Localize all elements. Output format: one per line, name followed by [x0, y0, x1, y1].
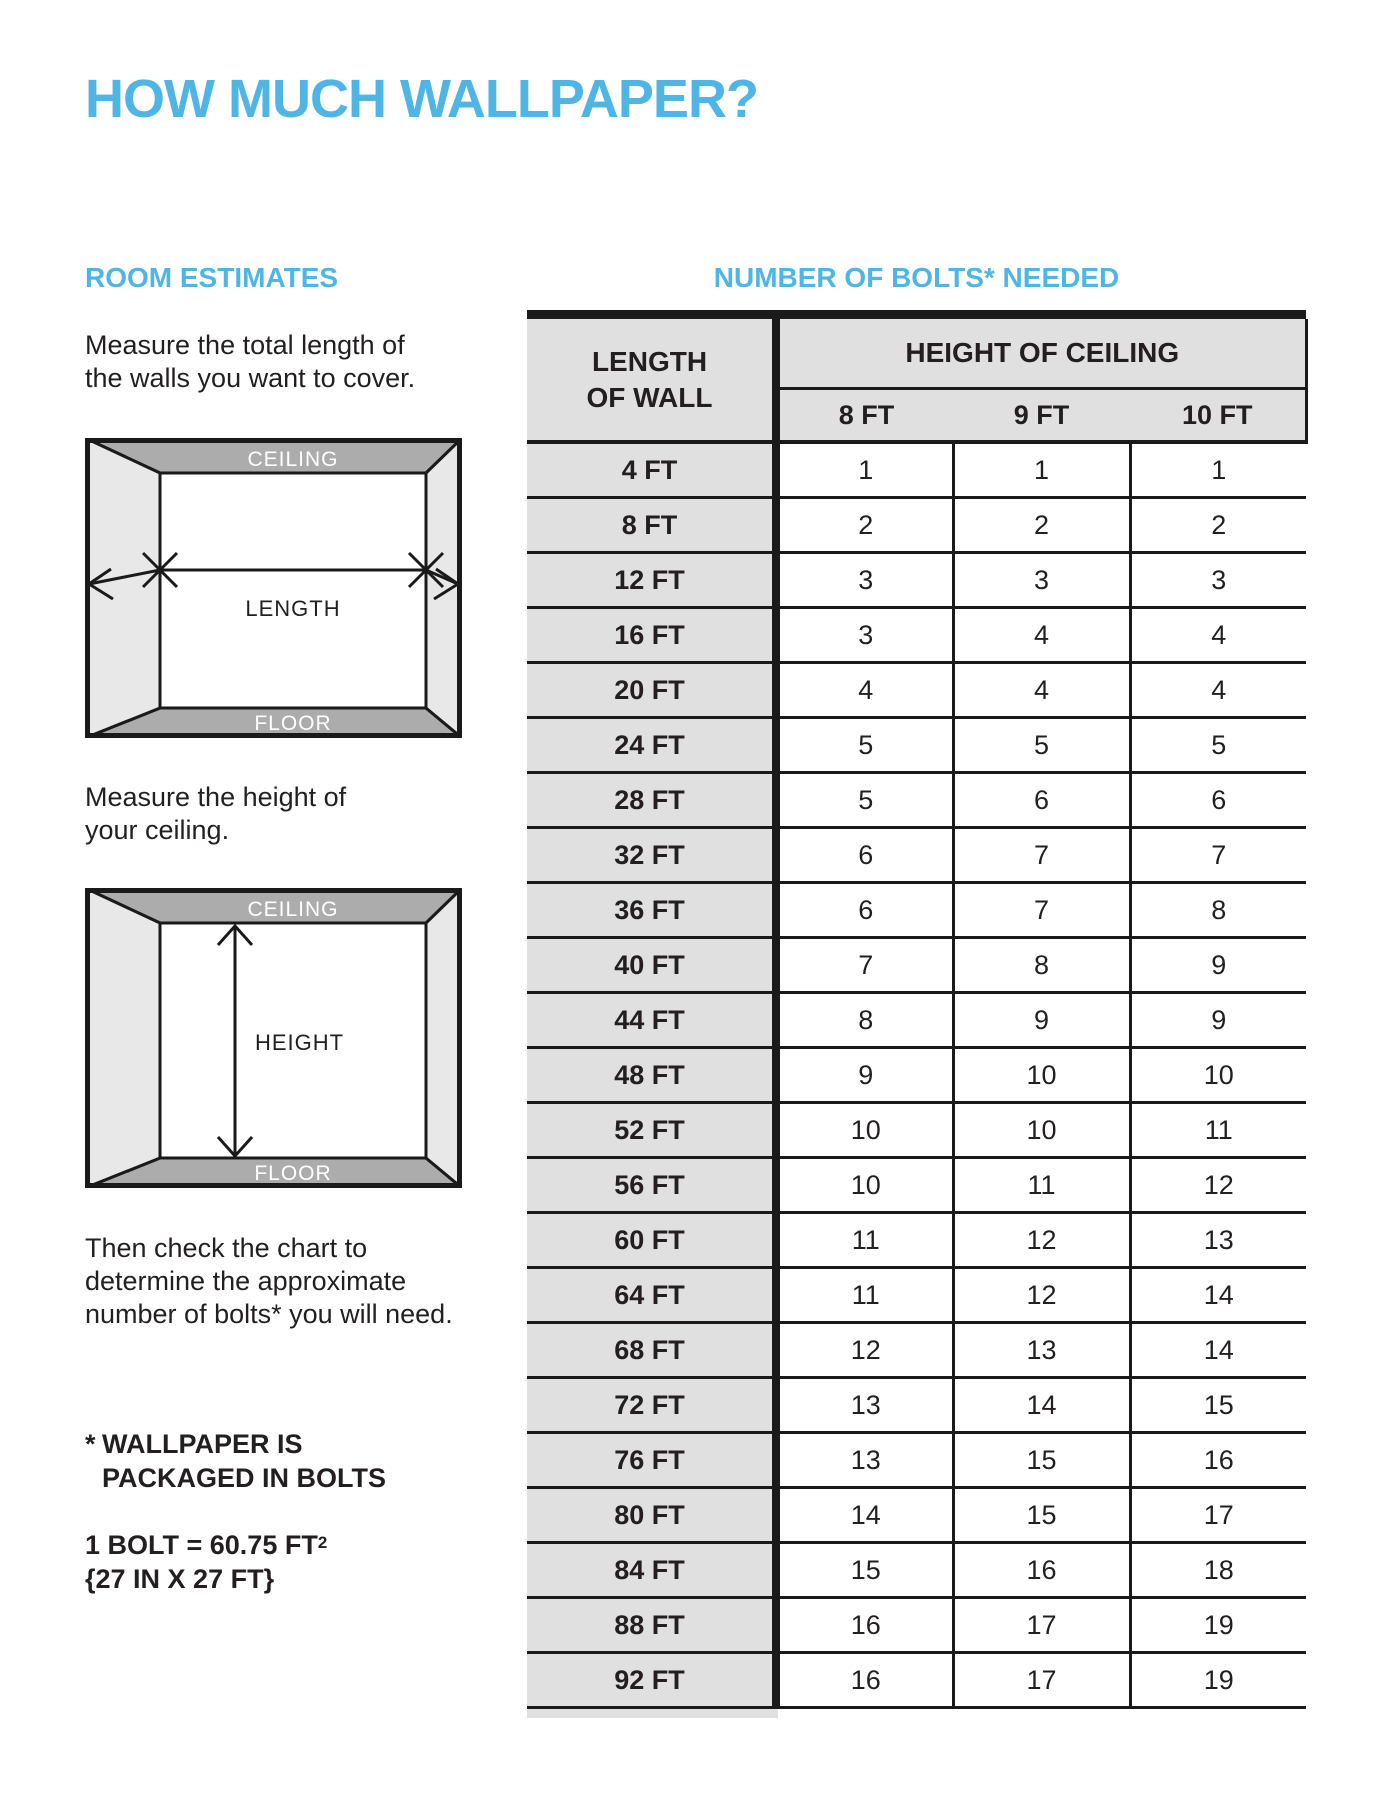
bolt-count-cell: 15: [1130, 1378, 1306, 1433]
step3-line3: number of bolts* you will need.: [85, 1299, 453, 1329]
bolts-table-row: [527, 1268, 1306, 1323]
step3-line2: determine the approximate: [85, 1266, 407, 1296]
wall-length-cell: 16 FT: [527, 608, 776, 663]
bolt-count-cell: 12: [953, 1213, 1130, 1268]
bolts-table-row: [527, 1213, 1306, 1268]
bolt-count-cell: 10: [776, 1158, 953, 1213]
wall-length-cell: 60 FT: [527, 1213, 776, 1268]
bolt-count-cell: 10: [953, 1103, 1130, 1158]
bolt-count-cell: 11: [776, 1268, 953, 1323]
bolt-count-cell: 18: [1130, 1543, 1306, 1598]
bolt-count-cell: 9: [1130, 993, 1306, 1048]
bolt-count-cell: 14: [953, 1378, 1130, 1433]
bolts-table-row: [527, 938, 1306, 993]
bolt-count-cell: 6: [776, 828, 953, 883]
wall-length-cell: 36 FT: [527, 883, 776, 938]
bolts-table-row: [527, 1543, 1306, 1598]
bolt-count-cell: 9: [953, 993, 1130, 1048]
wall-length-diagram: [85, 438, 462, 738]
bolts-table-row: [527, 442, 1306, 498]
bolt-count-cell: 16: [776, 1598, 953, 1653]
bolt-count-cell: 19: [1130, 1598, 1306, 1653]
bolt-count-cell: 10: [776, 1103, 953, 1158]
bolt-count-cell: 5: [776, 773, 953, 828]
step1-line2: the walls you want to cover.: [85, 363, 416, 393]
wall-length-cell: 20 FT: [527, 663, 776, 718]
bolts-table-row: [527, 1488, 1306, 1543]
page-title: HOW MUCH WALLPAPER?: [85, 69, 758, 129]
bolt-count-cell: 4: [1130, 663, 1306, 718]
bolts-table-row: [527, 608, 1306, 663]
bolt-count-cell: 4: [1130, 608, 1306, 663]
bolt-count-cell: 9: [776, 1048, 953, 1103]
bolt-count-cell: 11: [776, 1213, 953, 1268]
bolt-count-cell: 7: [953, 828, 1130, 883]
length-of-wall-header: [527, 319, 776, 442]
wall-length-cell: 72 FT: [527, 1378, 776, 1433]
bolt-count-cell: 1: [776, 442, 953, 498]
bolt-count-cell: 3: [953, 553, 1130, 608]
bolt-count-cell: 2: [776, 498, 953, 553]
back-wall-surface: [160, 473, 426, 708]
bolt-count-cell: 9: [1130, 938, 1306, 993]
bolt-count-cell: 19: [1130, 1653, 1306, 1708]
bolts-table-container: [527, 310, 1306, 1709]
footnote-line1: WALLPAPER IS: [102, 1429, 303, 1459]
bolts-table-row: [527, 663, 1306, 718]
bolts-table-row: [527, 993, 1306, 1048]
wall-length-cell: 84 FT: [527, 1543, 776, 1598]
wall-length-cell: 80 FT: [527, 1488, 776, 1543]
length-dimension-label: LENGTH: [245, 596, 341, 621]
bolt-count-cell: 5: [776, 718, 953, 773]
bolt-count-cell: 2: [1130, 498, 1306, 553]
wall-length-cell: 52 FT: [527, 1103, 776, 1158]
bolts-table-row: [527, 828, 1306, 883]
bolt-count-cell: 15: [953, 1433, 1130, 1488]
bolt-count-cell: 7: [776, 938, 953, 993]
step2-line2: your ceiling.: [85, 815, 230, 845]
bolt-count-cell: 16: [776, 1653, 953, 1708]
bolt-count-cell: 6: [953, 773, 1130, 828]
step1-text: [85, 329, 415, 395]
wall-length-cell: 4 FT: [527, 442, 776, 498]
floor-label: FLOOR: [254, 1162, 332, 1185]
bolts-table-row: [527, 1048, 1306, 1103]
bolt-count-cell: 13: [953, 1323, 1130, 1378]
step1-line1: Measure the total length of: [85, 330, 405, 360]
ceiling-label: CEILING: [247, 898, 339, 921]
bolt-count-cell: 8: [1130, 883, 1306, 938]
bolt-count-cell: 4: [953, 663, 1130, 718]
step3-line1: Then check the chart to: [85, 1233, 368, 1263]
bolt-count-cell: 4: [776, 663, 953, 718]
bolts-table-row: [527, 498, 1306, 553]
bolt-count-cell: 14: [1130, 1323, 1306, 1378]
bolt-count-cell: 8: [953, 938, 1130, 993]
ceiling-height-diagram: [85, 888, 462, 1188]
bolt-count-cell: 17: [953, 1598, 1130, 1653]
bolt-count-cell: 12: [1130, 1158, 1306, 1213]
bolt-count-cell: 11: [1130, 1103, 1306, 1158]
footnote-asterisk: *: [85, 1429, 96, 1459]
wall-length-cell: 92 FT: [527, 1653, 776, 1708]
bolt-count-cell: 13: [776, 1433, 953, 1488]
bolt-count-cell: 10: [1130, 1048, 1306, 1103]
bolt-count-cell: 3: [776, 553, 953, 608]
squared-superscript: 2: [317, 1533, 328, 1552]
bolt-count-cell: 17: [953, 1653, 1130, 1708]
bolt-count-cell: 6: [1130, 773, 1306, 828]
bolt-count-cell: 5: [953, 718, 1130, 773]
bolt-count-cell: 13: [776, 1378, 953, 1433]
bolt-count-cell: 16: [1130, 1433, 1306, 1488]
bolt-count-cell: 13: [1130, 1213, 1306, 1268]
bolt-count-cell: 17: [1130, 1488, 1306, 1543]
bolts-table-row: [527, 1158, 1306, 1213]
wall-length-cell: 76 FT: [527, 1433, 776, 1488]
height-of-ceiling-header: HEIGHT OF CEILING: [776, 319, 1306, 389]
wall-length-cell: 28 FT: [527, 773, 776, 828]
bolt-count-cell: 15: [776, 1543, 953, 1598]
bolts-table-row: [527, 718, 1306, 773]
right-wall-surface: [426, 888, 462, 1188]
bolt-count-cell: 12: [776, 1323, 953, 1378]
bolts-table-row: [527, 1433, 1306, 1488]
bolts-table: [527, 319, 1308, 1709]
bolts-table-row: [527, 1103, 1306, 1158]
bolts-table-row: [527, 1598, 1306, 1653]
bolt-count-cell: 12: [953, 1268, 1130, 1323]
bolt-count-cell: 1: [953, 442, 1130, 498]
left-wall-surface: [85, 888, 160, 1188]
right-wall-surface: [426, 438, 462, 738]
bolts-needed-heading: NUMBER OF BOLTS* NEEDED: [713, 262, 1120, 293]
wall-length-cell: 32 FT: [527, 828, 776, 883]
bolt-count-cell: 7: [1130, 828, 1306, 883]
bolts-table-row: [527, 883, 1306, 938]
bolts-footnote: [85, 1427, 386, 1495]
ceiling-8ft-header: 8 FT: [776, 389, 953, 443]
ceiling-9ft-header: 9 FT: [953, 389, 1130, 443]
height-dimension-label: HEIGHT: [255, 1030, 345, 1055]
wall-length-cell: 8 FT: [527, 498, 776, 553]
room-estimates-heading: ROOM ESTIMATES: [85, 262, 339, 293]
bolt-size-line2: {27 IN X 27 FT}: [85, 1564, 275, 1594]
wall-length-cell: 64 FT: [527, 1268, 776, 1323]
bolt-count-cell: 6: [776, 883, 953, 938]
wall-length-cell: 24 FT: [527, 718, 776, 773]
wall-length-cell: 44 FT: [527, 993, 776, 1048]
wall-length-cell: 68 FT: [527, 1323, 776, 1378]
bolts-table-row: [527, 1653, 1306, 1708]
step2-text: [85, 781, 346, 847]
bolts-table-row: [527, 553, 1306, 608]
bolt-count-cell: 2: [953, 498, 1130, 553]
bolt-size-info: [85, 1526, 327, 1596]
wall-length-cell: 12 FT: [527, 553, 776, 608]
bolt-count-cell: 14: [776, 1488, 953, 1543]
wall-length-cell: 56 FT: [527, 1158, 776, 1213]
floor-label: FLOOR: [254, 712, 332, 735]
header-row-1: [527, 319, 1306, 389]
wall-length-cell: 48 FT: [527, 1048, 776, 1103]
footnote-line2: PACKAGED IN BOLTS: [102, 1463, 387, 1493]
bolt-count-cell: 7: [953, 883, 1130, 938]
bolts-table-head: [527, 319, 1306, 442]
ceiling-10ft-header: 10 FT: [1130, 389, 1306, 443]
bolt-count-cell: 11: [953, 1158, 1130, 1213]
bolts-table-row: [527, 773, 1306, 828]
bolt-size-line1: 1 BOLT = 60.75 $FT^2$: [85, 1530, 328, 1560]
length-header-line2: OF WALL: [586, 381, 713, 413]
bolts-table-row: [527, 1323, 1306, 1378]
wall-length-cell: 88 FT: [527, 1598, 776, 1653]
bolt-count-cell: 8: [776, 993, 953, 1048]
bolt-count-cell: 15: [953, 1488, 1130, 1543]
bolt-count-cell: 3: [1130, 553, 1306, 608]
step2-line1: Measure the height of: [85, 782, 347, 812]
length-header-line1: LENGTH: [591, 345, 708, 377]
wall-length-cell: 40 FT: [527, 938, 776, 993]
bolts-table-row: [527, 1378, 1306, 1433]
bolt-count-cell: 10: [953, 1048, 1130, 1103]
bolt-count-cell: 3: [776, 608, 953, 663]
bolt-count-cell: 16: [953, 1543, 1130, 1598]
ceiling-label: CEILING: [247, 448, 339, 471]
bolt-count-cell: 1: [1130, 442, 1306, 498]
footnote-indent: [85, 1461, 102, 1495]
step3-text: [85, 1232, 453, 1331]
bolts-table-body: [527, 442, 1306, 1708]
bolt-count-cell: 14: [1130, 1268, 1306, 1323]
bolt-count-cell: 5: [1130, 718, 1306, 773]
bolt-count-cell: 4: [953, 608, 1130, 663]
